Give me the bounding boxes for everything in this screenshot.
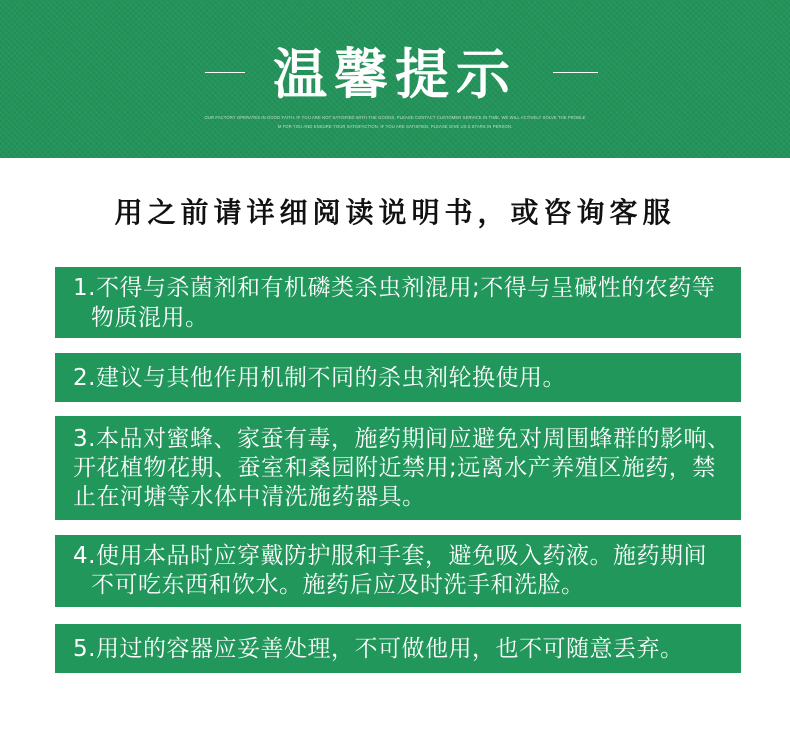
tip-line: 止在河塘等水体中清洗施药器具。 (73, 483, 426, 510)
tip-box-5 (55, 624, 741, 673)
tip-box-1 (55, 267, 741, 338)
tip-line: 物质混用。 (91, 304, 209, 331)
tip-line: 5.用过的容器应妥善处理，不可做他用，也不可随意丢弃。 (73, 635, 684, 662)
title-rule-right (553, 72, 598, 73)
header-banner (0, 0, 790, 158)
header-note-line: M FOR YOU AND ENSURE YOUR SATISFACTION. IF YOU ARE SATISFIED, PLEASE GIVE US 5 STARS IN PERSON. (277, 124, 513, 129)
tip-box-2 (55, 353, 741, 402)
header-note-line: OUR FACTORY OPERATES IN GOOD FAITH. IF YOU ARE NOT SATISFIED WITH THE GOODS, PLEASE CONTACT CUSTOMER SERVICE IN TIME. WE WILL ACTIVELY SOLVE THE PROBLE (204, 115, 586, 120)
tip-box-4 (55, 535, 741, 607)
tip-line: 不可吃东西和饮水。施药后应及时洗手和洗脸。 (91, 572, 585, 598)
tip-line: 1.不得与杀菌剂和有机磷类杀虫剂混用;不得与呈碱性的农药等 (73, 274, 716, 301)
tip-line: 3.本品对蜜蜂、家蚕有毒，施药期间应避免对周围蜂群的影响、 (73, 425, 731, 452)
tip-line: 开花植物花期、蚕室和桑园附近禁用;远离水产养殖区施药，禁 (73, 454, 716, 481)
page-title: 温馨提示 (273, 43, 517, 106)
tip-line: 4.使用本品时应穿戴防护服和手套，避免吸入药液。施药期间 (73, 543, 707, 569)
tip-line: 2.建议与其他作用机制不同的杀虫剂轮换使用。 (73, 364, 566, 391)
tip-box-3 (55, 416, 741, 520)
subtitle: 用之前请详细阅读说明书，或咨询客服 (114, 196, 676, 229)
